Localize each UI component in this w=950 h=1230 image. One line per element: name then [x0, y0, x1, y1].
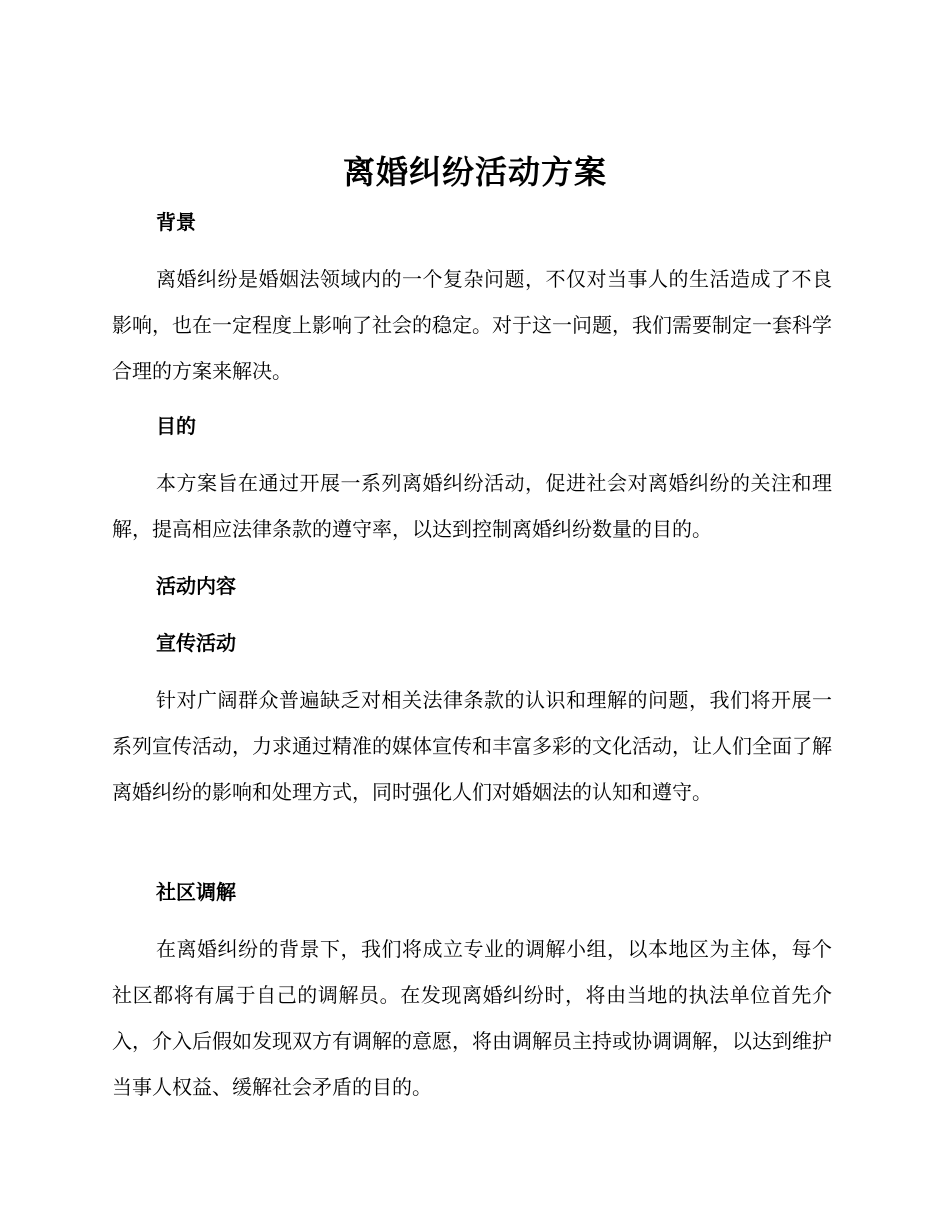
section-heading-activity-content: 活动内容 — [156, 574, 236, 598]
section-paragraph-community-mediation: 在离婚纠纷的背景下，我们将成立专业的调解小组，以本地区为主体，每个社区都将有属于自己的调解员。在发现离婚纠纷时，将由当地的执法单位首先介入，介入后假如发现双方有调解的意愿，将由调解员主持或协调调解，以达到维护当事人权益、缓解社会矛盾的目的。 — [112, 937, 832, 1099]
document-title: 离婚纠纷活动方案 — [342, 153, 607, 191]
section-heading-community-mediation: 社区调解 — [156, 880, 236, 904]
section-heading-purpose: 目的 — [156, 414, 196, 438]
section-paragraph-background: 离婚纠纷是婚姻法领域内的一个复杂问题，不仅对当事人的生活造成了不良影响，也在一定程度上影响了社会的稳定。对于这一问题，我们需要制定一套科学合理的方案来解决。 — [112, 267, 832, 383]
section-paragraph-publicity: 针对广阔群众普遍缺乏对相关法律条款的认识和理解的问题，我们将开展一系列宣传活动，力求通过精准的媒体宣传和丰富多彩的文化活动，让人们全面了解离婚纠纷的影响和处理方式，同时强化人们对婚姻法的认知和遵守。 — [112, 688, 832, 804]
section-paragraph-purpose: 本方案旨在通过开展一系列离婚纠纷活动，促进社会对离婚纠纷的关注和理解，提高相应法律条款的遵守率，以达到控制离婚纠纷数量的目的。 — [112, 471, 832, 541]
section-heading-publicity: 宣传活动 — [156, 631, 236, 655]
section-heading-background: 背景 — [156, 210, 196, 234]
